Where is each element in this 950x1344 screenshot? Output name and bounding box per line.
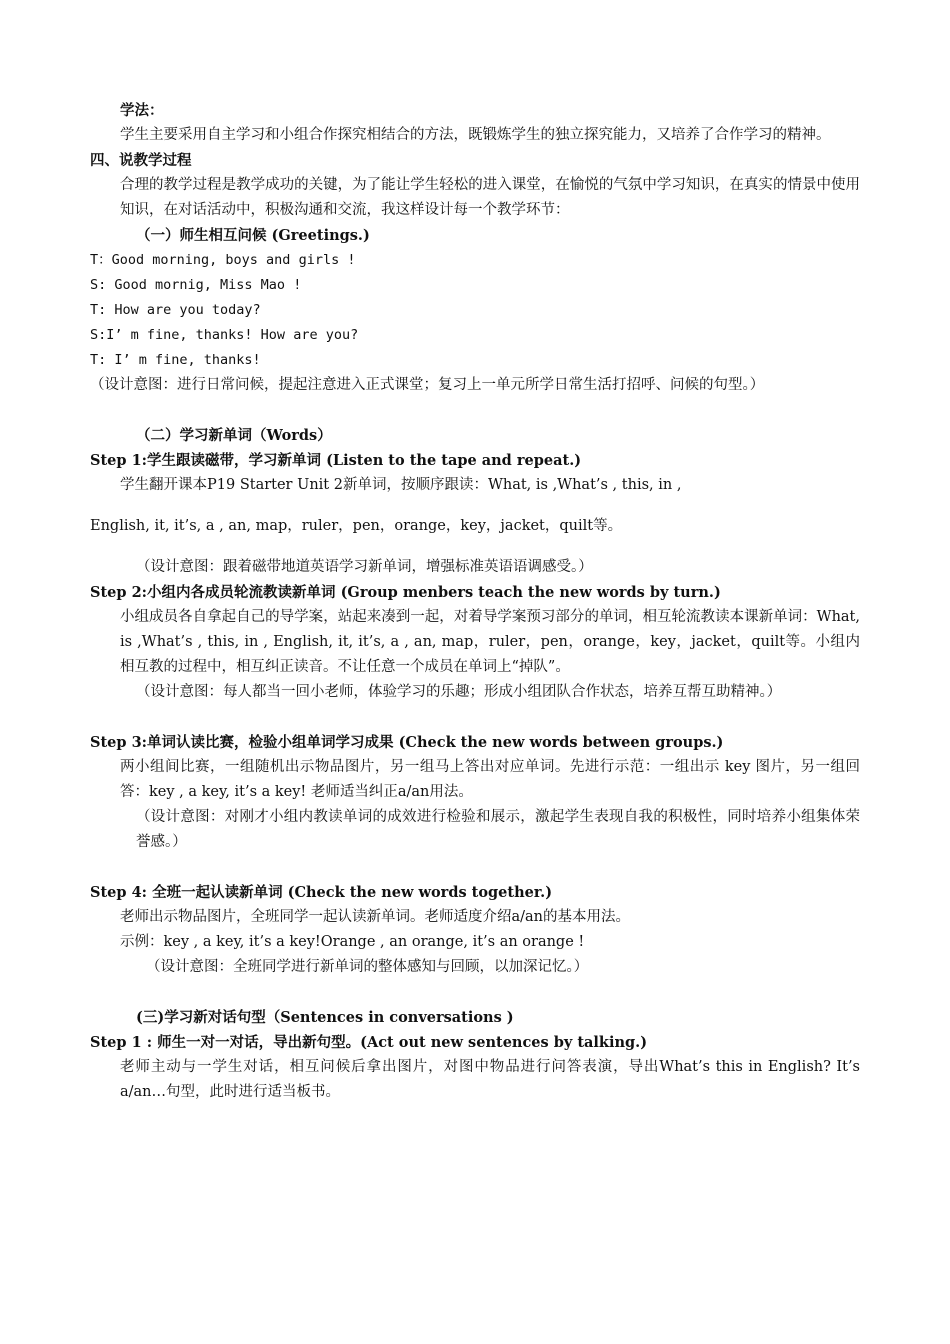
spacer xyxy=(90,855,860,880)
step-text: 老师主动与一学生对话，相互问候后拿出图片，对图中物品进行问答表演，导出What’s this in English? It’s a/an…句型，此时进行适当板书。 xyxy=(120,1059,860,1100)
document-page xyxy=(90,98,860,1105)
step-heading: Step 1 : 师生一对一对话，导出新句型。(Act out new sentences by talking.) xyxy=(90,1034,648,1051)
step-heading: Step 4: 全班一起认读新单词 (Check the new words together.) xyxy=(90,884,553,901)
paragraph-teaching-process: 合理的教学过程是教学成功的关键，为了能让学生轻松的进入课堂，在愉悦的气氛中学习知识，在真实的情景中使用知识，在对话活动中，积极沟通和交流，我这样设计每一个教学环节： xyxy=(120,177,860,218)
step-heading: Step 3:单词认读比赛，检验小组单词学习成果 (Check the new words between groups.) xyxy=(90,734,724,751)
subheading-sentences: (三)学习新对话句型（Sentences in conversations ) xyxy=(136,1009,514,1026)
spacer xyxy=(90,398,860,423)
spacer xyxy=(90,705,860,730)
step-heading: Step 1:学生跟读磁带，学习新单词 (Listen to the tape and repeat.) xyxy=(90,452,582,469)
heading-study-method: 学法： xyxy=(120,102,164,119)
dialogue-line: T: I’ m fine, thanks! xyxy=(90,352,261,368)
dialogue-line: T：Good morning, boys and girls ! xyxy=(90,252,356,268)
subheading-greetings: （一）师生相互问候 (Greetings.) xyxy=(136,227,370,244)
design-note: （设计意图：跟着磁带地道英语学习新单词，增强标准英语语调感受。） xyxy=(136,559,593,575)
step-text: 示例：key , a key, it’s a key!Orange , an orange, it’s an orange ! xyxy=(120,934,585,950)
subheading-words: （二）学习新单词（Words） xyxy=(136,427,332,444)
step-text: 两小组间比赛，一组随机出示物品图片，另一组马上答出对应单词。先进行示范：一组出示 key 图片，另一组回答：key , a key, it’s a key! 老师适当纠正a/an用法。 xyxy=(120,759,860,800)
dialogue-line: T: How are you today? xyxy=(90,302,261,318)
step-text: 学生翻开课本P19 Starter Unit 2新单词，按顺序跟读：What, is ,What’s , this, in , xyxy=(120,477,682,493)
design-note: （设计意图：对刚才小组内教读单词的成效进行检验和展示，激起学生表现自我的积极性，同时培养小组集体荣誉感。） xyxy=(136,809,860,850)
spacer xyxy=(90,498,860,514)
paragraph-study-method: 学生主要采用自主学习和小组合作探究相结合的方法，既锻炼学生的独立探究能力，又培养了合作学习的精神。 xyxy=(120,127,831,143)
design-note: （设计意图：每人都当一回小老师，体验学习的乐趣；形成小组团队合作状态，培养互帮互助精神。） xyxy=(136,684,782,700)
step-text: English, it, it’s, a , an, map，ruler，pen，orange，key，jacket，quilt等。 xyxy=(90,518,623,534)
dialogue-line: S:I’ m fine, thanks! How are you? xyxy=(90,327,359,343)
design-note: （设计意图：全班同学进行新单词的整体感知与回顾，以加深记忆。） xyxy=(146,959,589,975)
design-note: （设计意图：进行日常问候，提起注意进入正式课堂；复习上一单元所学日常生活打招呼、问候的句型。） xyxy=(90,377,765,393)
section-heading-4: 四、说教学过程 xyxy=(90,152,192,169)
step-text: 老师出示物品图片，全班同学一起认读新单词。老师适度介绍a/an的基本用法。 xyxy=(120,909,631,925)
step-heading: Step 2:小组内各成员轮流教读新单词 (Group menbers teach the new words by turn.) xyxy=(90,584,721,601)
spacer xyxy=(90,980,860,1005)
dialogue-line: S: Good mornig, Miss Mao ! xyxy=(90,277,302,293)
step-text: 小组成员各自拿起自己的导学案，站起来凑到一起，对着导学案预习部分的单词，相互轮流教读本课新单词：What, is ,What’s , this, in , English, it, it’s, a , an, map，ruler，pen，orange，key，jacket，quilt等。小组内相互教的过程中，相互纠正读音。不让任意一个成员在单词上“掉队”。 xyxy=(120,609,860,675)
spacer xyxy=(90,539,860,555)
